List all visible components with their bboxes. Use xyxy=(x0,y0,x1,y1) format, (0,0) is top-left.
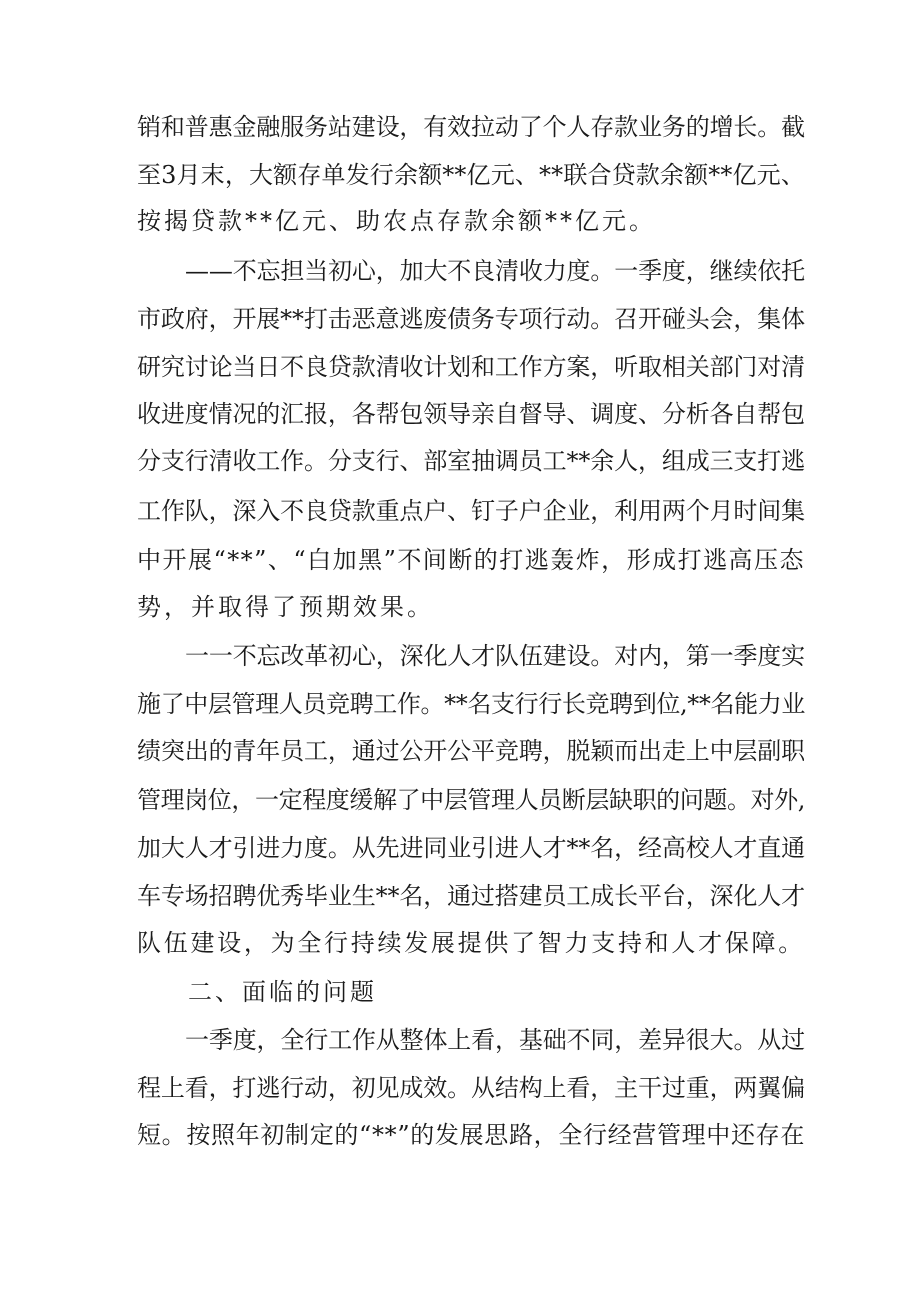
paragraph-line: 队伍建设，为全行持续发展提供了智力支持和人才保障。 xyxy=(137,929,805,957)
paragraph-line: 短。按照年初制定的“**”的发展思路，全行经营管理中还存在 xyxy=(137,1121,805,1149)
paragraph-line: 市政府，开展**打击恶意逃废债务专项行动。召开碰头会，集体 xyxy=(137,305,805,333)
paragraph-line: 一季度，全行工作从整体上看，基础不同，差异很大。从过 xyxy=(185,1026,805,1054)
paragraph-line: 施了中层管理人员竞聘工作。**名支行行长竞聘到位,**名能力业 xyxy=(137,690,805,718)
paragraph-line: 收进度情况的汇报，各帮包领导亲自督导、调度、分析各自帮包 xyxy=(137,400,805,428)
paragraph-line: 分支行清收工作。分支行、部室抽调员工**余人，组成三支打逃 xyxy=(137,447,805,475)
paragraph-line: 中开展“**”、“白加黑”不间断的打逃轰炸，形成打逃高压态 xyxy=(137,546,805,574)
paragraph-line: 研究讨论当日不良贷款清收计划和工作方案，听取相关部门对清 xyxy=(137,353,805,381)
section-heading: 二、面临的问题 xyxy=(188,978,377,1006)
paragraph-line: 一一不忘改革初心，深化人才队伍建设。对内，第一季度实 xyxy=(185,642,805,670)
paragraph-line: 势，并取得了预期效果。 xyxy=(137,593,434,621)
paragraph-line: 工作队，深入不良贷款重点户、钉子户企业，利用两个月时间集 xyxy=(137,497,805,525)
paragraph-line: 车专场招聘优秀毕业生**名，通过搭建员工成长平台，深化人才 xyxy=(137,882,805,910)
paragraph-line: 按揭贷款**亿元、助农点存款余额**亿元。 xyxy=(137,207,656,235)
paragraph-line: 加大人才引进力度。从先进同业引进人才**名，经高校人才直通 xyxy=(137,834,805,862)
paragraph-line: 程上看，打逃行动，初见成效。从结构上看，主干过重，两翼偏 xyxy=(137,1074,805,1102)
paragraph-line: ——不忘担当初心，加大不良清收力度。一季度，继续依托 xyxy=(185,257,805,285)
paragraph-line: 销和普惠金融服务站建设，有效拉动了个人存款业务的增长。截 xyxy=(137,113,805,141)
paragraph-line: 至3月末，大额存单发行余额**亿元、**联合贷款余额**亿元、 xyxy=(137,161,805,189)
paragraph-line: 管理岗位，一定程度缓解了中层管理人员断层缺职的问题。对外, xyxy=(137,786,805,814)
paragraph-line: 绩突出的青年员工，通过公开公平竞聘，脱颖而出走上中层副职 xyxy=(137,737,805,765)
